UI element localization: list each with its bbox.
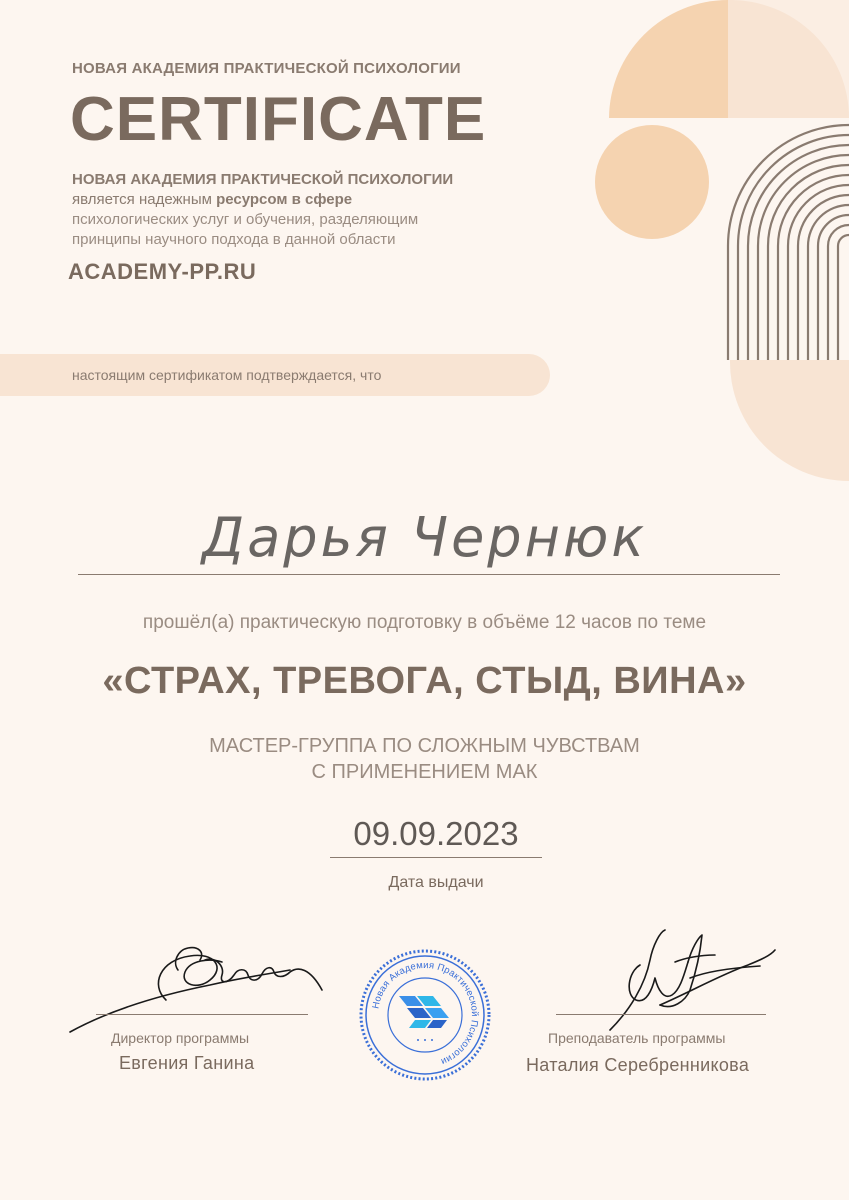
course-title: «СТРАХ, ТРЕВОГА, СТЫД, ВИНА»	[102, 660, 747, 702]
organization-name: НОВАЯ АКАДЕМИЯ ПРАКТИЧЕСКОЙ ПСИХОЛОГИИ	[72, 60, 461, 77]
deco-peach-circle	[595, 125, 709, 239]
deco-light-half-circle	[730, 360, 849, 481]
deco-arches	[728, 125, 849, 360]
description-line-4: принципы научного подхода в данной области	[72, 231, 396, 248]
issue-date: 09.09.2023	[353, 815, 519, 852]
website-link[interactable]: ACADEMY-PP.RU	[68, 259, 257, 284]
description-line-3: психологических услуг и обучения, разделяющим	[72, 211, 419, 228]
organization-description	[72, 170, 522, 250]
director-name: Евгения Ганина	[119, 1053, 255, 1073]
course-subtitle	[0, 733, 849, 785]
academy-logo-icon	[399, 996, 449, 1028]
teacher-signature-line	[556, 1014, 766, 1015]
description-line-2-bold: ресурсом в сфере	[216, 191, 353, 208]
director-role: Директор программы	[111, 1030, 250, 1046]
teacher-name: Наталия Серебренникова	[526, 1055, 750, 1075]
recipient-underline	[78, 574, 780, 575]
description-line-2	[72, 190, 522, 210]
date-underline	[330, 857, 542, 858]
confirmation-text: настоящим сертификатом подтверждается, что	[72, 367, 382, 383]
date-label: Дата выдачи	[388, 874, 484, 891]
teacher-role: Преподаватель программы	[548, 1030, 726, 1046]
description-line-2-prefix: является надежным	[72, 191, 217, 208]
certificate-title: CERTIFICATE	[70, 85, 487, 154]
seal-text: Новая Академия Практической Психологии	[370, 959, 481, 1067]
completion-text: прошёл(а) практическую подготовку в объёме 12 часов по теме	[142, 612, 707, 633]
recipient-name: Дарья Чернюк	[202, 506, 647, 569]
subtitle-line-2: С ПРИМЕНЕНИЕМ МАК	[311, 761, 538, 783]
academy-seal	[358, 948, 492, 1082]
description-line-1: НОВАЯ АКАДЕМИЯ ПРАКТИЧЕСКОЙ ПСИХОЛОГИИ	[72, 171, 454, 188]
director-signature-line	[96, 1014, 308, 1015]
subtitle-line-1: МАСТЕР-ГРУППА ПО СЛОЖНЫМ ЧУВСТВАМ	[209, 735, 640, 757]
deco-peach-quarter	[609, 0, 728, 118]
